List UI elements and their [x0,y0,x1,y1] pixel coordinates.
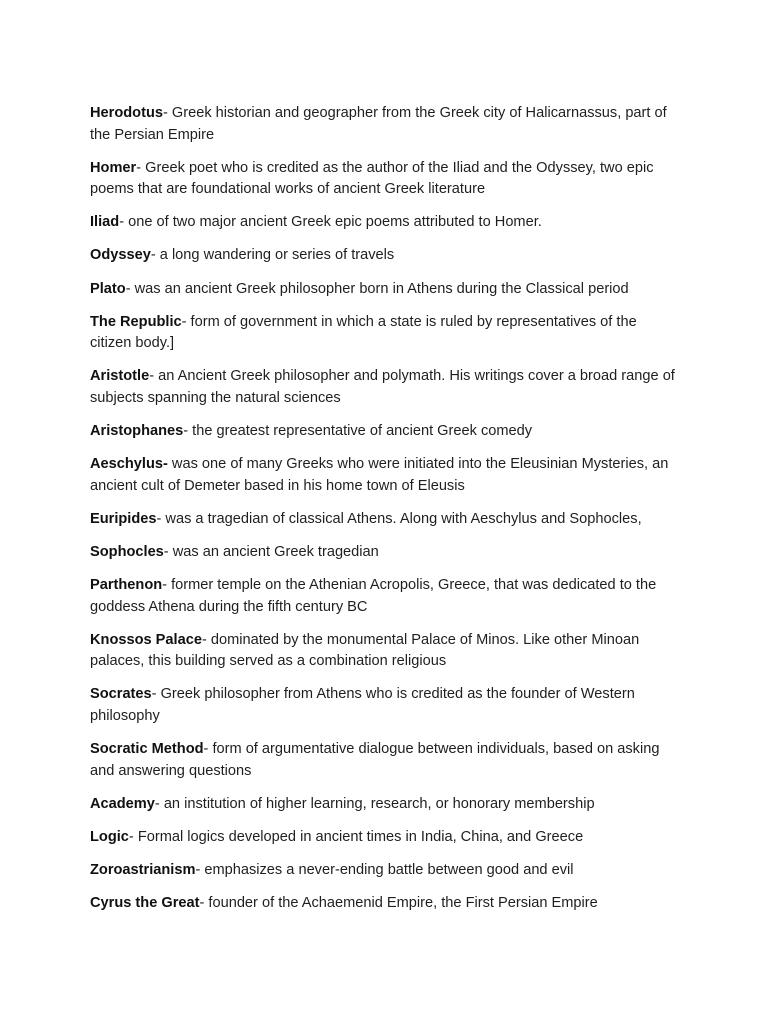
entry-definition: - a long wandering or series of travels [150,247,395,264]
glossary-entry [90,860,680,882]
entry-definition: - former temple on the Athenian Acropolis, Greece, that was dedicated to the goddess Athena during the fifth century BC [90,577,657,615]
glossary-entry [90,454,680,497]
entry-term: Plato [90,280,126,297]
glossary-entry [90,245,680,267]
entry-term: Iliad [90,214,120,231]
entry-definition: - was an ancient Greek philosopher born in Athens during the Classical period [125,280,629,297]
entry-definition: - Greek philosopher from Athens who is credited as the founder of Western philosophy [90,686,635,724]
entry-definition: - dominated by the monumental Palace of Minos. Like other Minoan palaces, this building served as a combination religious [90,631,640,670]
entry-definition: was one of many Greeks who were initiated into the Eleusinian Mysteries, an ancient cult of Demeter based in his home town of Eleusis [90,456,669,494]
glossary-entry [90,542,680,564]
entry-term: Homer [90,159,137,176]
entry-term: Aristotle [90,368,150,385]
glossary-entry [90,509,680,531]
glossary-entry [90,827,680,849]
glossary-entry [90,794,680,816]
glossary-entry [90,279,680,301]
entry-term: Knossos Palace [90,631,202,648]
entry-term: Euripides [90,510,157,527]
entry-term: Socrates [90,686,152,703]
entry-definition: - the greatest representative of ancient Greek comedy [183,423,533,440]
entry-definition: - was an ancient Greek tragedian [163,543,379,560]
entry-term: Academy [90,795,155,812]
glossary-entry [90,312,680,355]
entry-definition: - form of government in which a state is ruled by representatives of the citizen body.] [90,313,637,352]
glossary-entry [90,893,680,915]
glossary-entry [90,684,680,727]
entry-definition: - founder of the Achaemenid Empire, the First Persian Empire [199,895,598,912]
entry-term: Sophocles [90,543,164,560]
entry-definition: - an institution of higher learning, research, or honorary membership [154,795,595,812]
entry-term: Odyssey [90,247,151,264]
glossary-entry [90,739,680,782]
entry-definition: - Greek poet who is credited as the author of the Iliad and the Odyssey, two epic poems that are foundational works of ancient Greek literature [90,159,654,198]
entry-term: Aristophanes [90,423,184,440]
entry-definition: - Greek historian and geographer from the Greek city of Halicarnassus, part of the Persian Empire [90,105,667,143]
glossary-entry [90,421,680,443]
entry-term: The Republic [90,313,182,330]
glossary-entry [90,158,680,201]
entry-term: Zoroastrianism [90,861,196,878]
entry-term: Aeschylus- [90,456,168,473]
glossary-entry [90,212,680,234]
glossary-entry [90,575,680,618]
entry-term: Parthenon [90,577,163,593]
entry-definition: - emphasizes a never-ending battle between good and evil [195,861,574,878]
entry-term: Logic [90,828,129,845]
glossary-entry [90,366,680,409]
glossary-entry [90,103,680,146]
entry-term: Herodotus [90,105,163,121]
entry-definition: - an Ancient Greek philosopher and polymath. His writings cover a broad range of subjects spanning the natural sciences [90,368,675,406]
entry-definition: - form of argumentative dialogue between individuals, based on asking and answering questions [90,741,660,779]
entry-definition: - Formal logics developed in ancient times in India, China, and Greece [128,828,584,845]
entry-term: Cyrus the Great [90,895,200,912]
glossary-document [90,103,680,926]
glossary-entry [90,630,680,673]
entry-term: Socratic Method [90,741,204,758]
entry-definition: - one of two major ancient Greek epic poems attributed to Homer. [119,214,542,231]
entry-definition: - was a tragedian of classical Athens. Along with Aeschylus and Sophocles, [156,510,642,527]
